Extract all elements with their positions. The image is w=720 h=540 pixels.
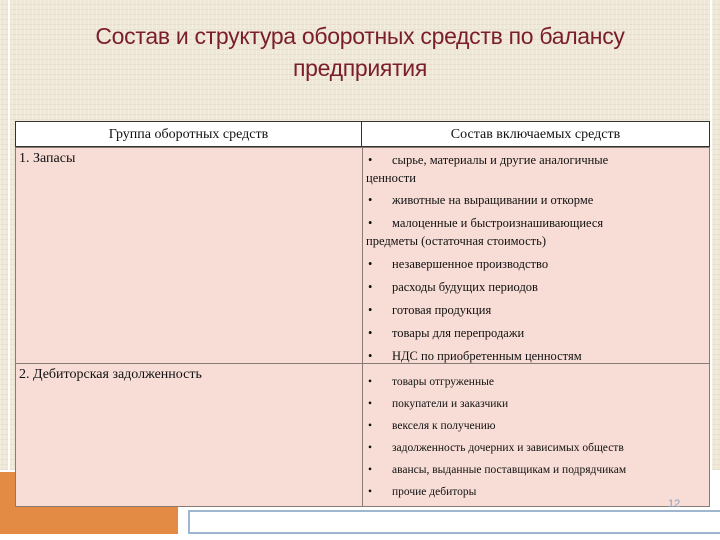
- list-item-continuation: предметы (остаточная стоимость): [366, 234, 546, 248]
- frame-line-right: [710, 0, 712, 470]
- bullet-icon: •: [368, 280, 373, 294]
- column-header-composition: Состав включаемых средств: [362, 121, 710, 147]
- list-item: • НДС по приобретенным ценностям: [368, 349, 582, 363]
- bullet-icon: •: [368, 349, 373, 363]
- list-item: • сырье, материалы и другие аналогичные: [368, 153, 609, 167]
- list-item: • прочие дебиторы: [366, 483, 706, 501]
- bullet-icon: •: [368, 464, 373, 476]
- list-item: • расходы будущих периодов: [368, 280, 538, 294]
- bullet-icon: •: [368, 257, 373, 271]
- bullet-icon: •: [368, 153, 373, 167]
- slide-title: [40, 20, 680, 84]
- page-number: 12: [668, 498, 681, 510]
- bullet-icon: •: [368, 420, 373, 432]
- slide-title-line-1: Состав и структура оборотных средств по балансу: [95, 23, 625, 49]
- assets-table: [15, 121, 710, 507]
- slide-title-line-2: предприятия: [292, 55, 428, 81]
- list-item: • товары отгруженные: [366, 373, 706, 391]
- list-item: • готовая продукция: [368, 303, 492, 317]
- bullet-icon: •: [368, 398, 373, 410]
- bullet-icon: •: [368, 303, 373, 317]
- group-label-receivables: 2. Дебиторская задолженность: [19, 367, 202, 382]
- bullet-icon: •: [368, 326, 373, 340]
- list-item: • авансы, выданные поставщикам и подрядчикам: [366, 461, 706, 479]
- list-item: • незавершенное производство: [368, 257, 549, 271]
- frame-line-left: [8, 0, 10, 470]
- blue-accent-bar: [188, 510, 720, 534]
- group-label-inventory: 1. Запасы: [19, 151, 76, 166]
- bullet-icon: •: [368, 216, 373, 230]
- column-divider: [362, 147, 363, 507]
- bullet-icon: •: [368, 193, 373, 207]
- bullet-icon: •: [368, 486, 373, 498]
- list-item: • покупатели и заказчики: [366, 395, 706, 413]
- column-header-group: Группа оборотных средств: [15, 121, 362, 147]
- list-item-continuation: ценности: [366, 171, 416, 185]
- list-item: • товары для перепродажи: [368, 326, 525, 340]
- list-item: • животные на выращивании и откорме: [368, 193, 594, 207]
- list-item: • малоценные и быстроизнашивающиеся: [368, 216, 604, 230]
- list-item: • векселя к получению: [366, 417, 706, 435]
- bullet-icon: •: [368, 376, 373, 388]
- list-item: • задолженность дочерних и зависимых обществ: [366, 439, 706, 457]
- bullet-icon: •: [368, 442, 373, 454]
